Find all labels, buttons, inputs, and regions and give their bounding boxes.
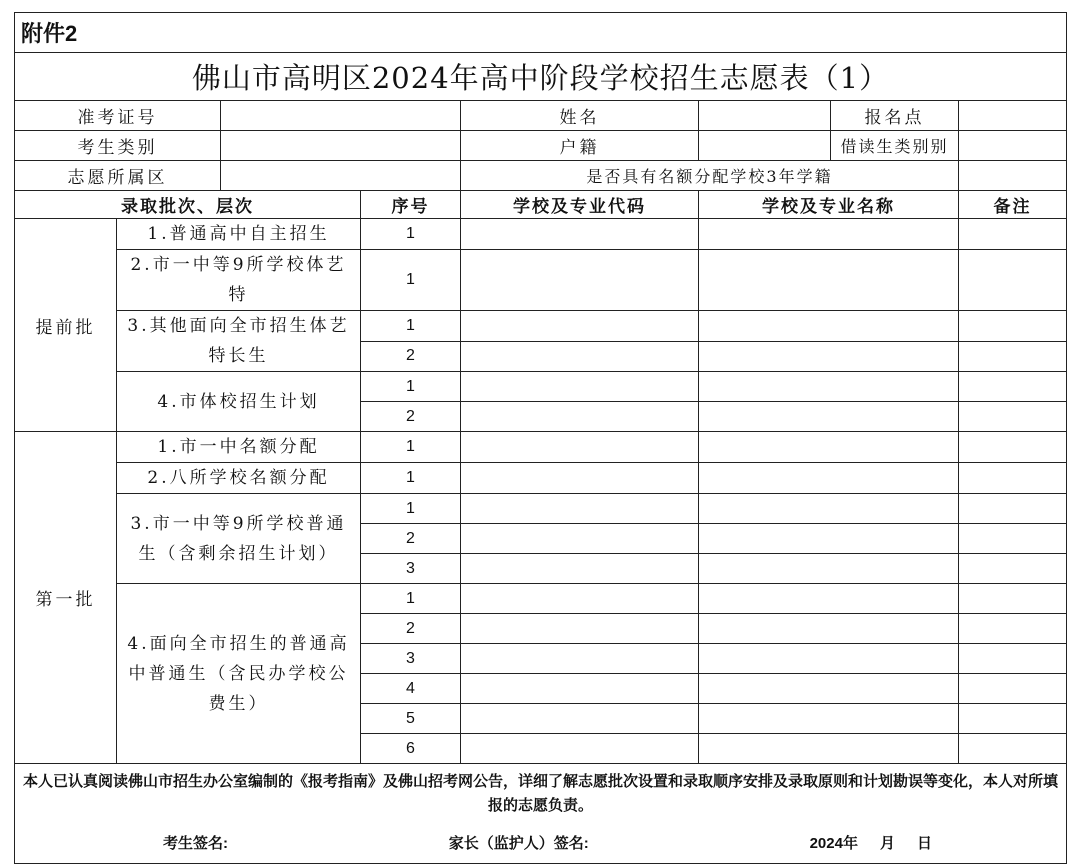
note-field[interactable]: [959, 494, 1067, 524]
name-field[interactable]: [699, 101, 831, 131]
category-label: 3.其他面向全市招生体艺特长生: [117, 311, 361, 372]
declaration-block: [15, 764, 1067, 864]
note-field[interactable]: [959, 674, 1067, 704]
reg-point-label: 报名点: [831, 101, 959, 131]
header-name: 学校及专业名称: [699, 191, 959, 219]
quota-question-label: 是否具有名额分配学校3年学籍: [461, 161, 959, 191]
category-label: 4.市体校招生计划: [117, 372, 361, 432]
seq-number: 3: [361, 644, 461, 674]
note-field[interactable]: [959, 341, 1067, 372]
note-field[interactable]: [959, 584, 1067, 614]
school-code-field[interactable]: [461, 554, 699, 584]
school-name-field[interactable]: [699, 250, 959, 311]
school-code-field[interactable]: [461, 372, 699, 402]
school-name-field[interactable]: [699, 402, 959, 432]
sign-day: 日: [916, 835, 932, 852]
category-label: 考生类别: [15, 131, 221, 161]
batch-label: 提前批: [15, 219, 117, 432]
seq-number: 1: [361, 494, 461, 524]
school-name-field[interactable]: [699, 524, 959, 554]
category-label: 1.普通高中自主招生: [117, 219, 361, 250]
note-field[interactable]: [959, 219, 1067, 250]
borrow-category-label: 借读生类别别: [831, 131, 959, 161]
choice-row: [15, 372, 1067, 402]
name-label: 姓名: [461, 101, 699, 131]
note-field[interactable]: [959, 554, 1067, 584]
application-form: [14, 12, 1066, 864]
note-field[interactable]: [959, 311, 1067, 342]
school-name-field[interactable]: [699, 463, 959, 494]
parent-signature-label[interactable]: 家长（监护人）签名:: [448, 835, 589, 852]
school-name-field[interactable]: [699, 584, 959, 614]
choice-row: [15, 584, 1067, 614]
form-table: [14, 12, 1067, 864]
seq-number: 4: [361, 674, 461, 704]
exam-no-field[interactable]: [221, 101, 461, 131]
note-field[interactable]: [959, 250, 1067, 311]
school-code-field[interactable]: [461, 674, 699, 704]
school-name-field[interactable]: [699, 219, 959, 250]
school-name-field[interactable]: [699, 432, 959, 463]
seq-number: 2: [361, 402, 461, 432]
hukou-label: 户籍: [461, 131, 699, 161]
note-field[interactable]: [959, 644, 1067, 674]
school-code-field[interactable]: [461, 250, 699, 311]
note-field[interactable]: [959, 614, 1067, 644]
header-batch-level: 录取批次、层次: [15, 191, 361, 219]
seq-number: 1: [361, 219, 461, 250]
school-code-field[interactable]: [461, 432, 699, 463]
batch-label: 第一批: [15, 432, 117, 764]
choice-row: [15, 463, 1067, 494]
school-code-field[interactable]: [461, 524, 699, 554]
note-field[interactable]: [959, 402, 1067, 432]
quota-answer-field[interactable]: [959, 161, 1067, 191]
category-label: 2.市一中等9所学校体艺特: [117, 250, 361, 311]
declaration-text: 本人已认真阅读佛山市招生办公室编制的《报考指南》及佛山招考网公告，详细了解志愿批次设置和录取顺序安排及录取原则和计划勘误等变化，本人对所填报的志愿负责。: [23, 773, 1059, 814]
seq-number: 3: [361, 554, 461, 584]
signature-line: [23, 818, 1058, 856]
category-label: 2.八所学校名额分配: [117, 463, 361, 494]
note-field[interactable]: [959, 463, 1067, 494]
school-code-field[interactable]: [461, 463, 699, 494]
reg-point-field[interactable]: [959, 101, 1067, 131]
school-name-field[interactable]: [699, 311, 959, 342]
school-code-field[interactable]: [461, 219, 699, 250]
school-code-field[interactable]: [461, 584, 699, 614]
seq-number: 2: [361, 614, 461, 644]
attachment-label: 附件2: [15, 13, 1067, 53]
note-field[interactable]: [959, 372, 1067, 402]
choice-row: [15, 432, 1067, 463]
school-name-field[interactable]: [699, 734, 959, 764]
exam-no-label: 准考证号: [15, 101, 221, 131]
note-field[interactable]: [959, 432, 1067, 463]
header-code: 学校及专业代码: [461, 191, 699, 219]
seq-number: 1: [361, 372, 461, 402]
choice-row: [15, 494, 1067, 524]
note-field[interactable]: [959, 524, 1067, 554]
seq-number: 1: [361, 432, 461, 463]
category-label: 4.面向全市招生的普通高中普通生（含民办学校公费生）: [117, 584, 361, 764]
school-name-field[interactable]: [699, 644, 959, 674]
batch-rows: [15, 219, 1067, 764]
category-field[interactable]: [221, 131, 461, 161]
school-code-field[interactable]: [461, 614, 699, 644]
school-code-field[interactable]: [461, 402, 699, 432]
header-note: 备注: [959, 191, 1067, 219]
note-field[interactable]: [959, 734, 1067, 764]
district-label: 志愿所属区: [15, 161, 221, 191]
school-code-field[interactable]: [461, 341, 699, 372]
seq-number: 2: [361, 341, 461, 372]
school-code-field[interactable]: [461, 644, 699, 674]
student-signature-label[interactable]: 考生签名:: [163, 835, 228, 852]
borrow-category-field[interactable]: [959, 131, 1067, 161]
choice-row: [15, 219, 1067, 250]
school-code-field[interactable]: [461, 734, 699, 764]
note-field[interactable]: [959, 704, 1067, 734]
seq-number: 1: [361, 250, 461, 311]
header-seq: 序号: [361, 191, 461, 219]
school-code-field[interactable]: [461, 311, 699, 342]
sign-year: 2024年: [809, 835, 858, 852]
sign-month: 月: [879, 835, 895, 852]
sign-date: [810, 832, 932, 856]
school-code-field[interactable]: [461, 704, 699, 734]
school-name-field[interactable]: [699, 704, 959, 734]
school-name-field[interactable]: [699, 614, 959, 644]
choice-row: [15, 311, 1067, 342]
seq-number: 5: [361, 704, 461, 734]
seq-number: 1: [361, 311, 461, 342]
school-name-field[interactable]: [699, 372, 959, 402]
seq-number: 1: [361, 584, 461, 614]
hukou-field[interactable]: [699, 131, 831, 161]
seq-number: 2: [361, 524, 461, 554]
school-name-field[interactable]: [699, 554, 959, 584]
school-name-field[interactable]: [699, 341, 959, 372]
seq-number: 1: [361, 463, 461, 494]
school-code-field[interactable]: [461, 494, 699, 524]
form-title: 佛山市高明区2024年高中阶段学校招生志愿表（1）: [15, 53, 1067, 101]
school-name-field[interactable]: [699, 494, 959, 524]
seq-number: 6: [361, 734, 461, 764]
district-field[interactable]: [221, 161, 461, 191]
choice-row: [15, 250, 1067, 311]
category-label: 3.市一中等9所学校普通生（含剩余招生计划）: [117, 494, 361, 584]
school-name-field[interactable]: [699, 674, 959, 704]
category-label: 1.市一中名额分配: [117, 432, 361, 463]
